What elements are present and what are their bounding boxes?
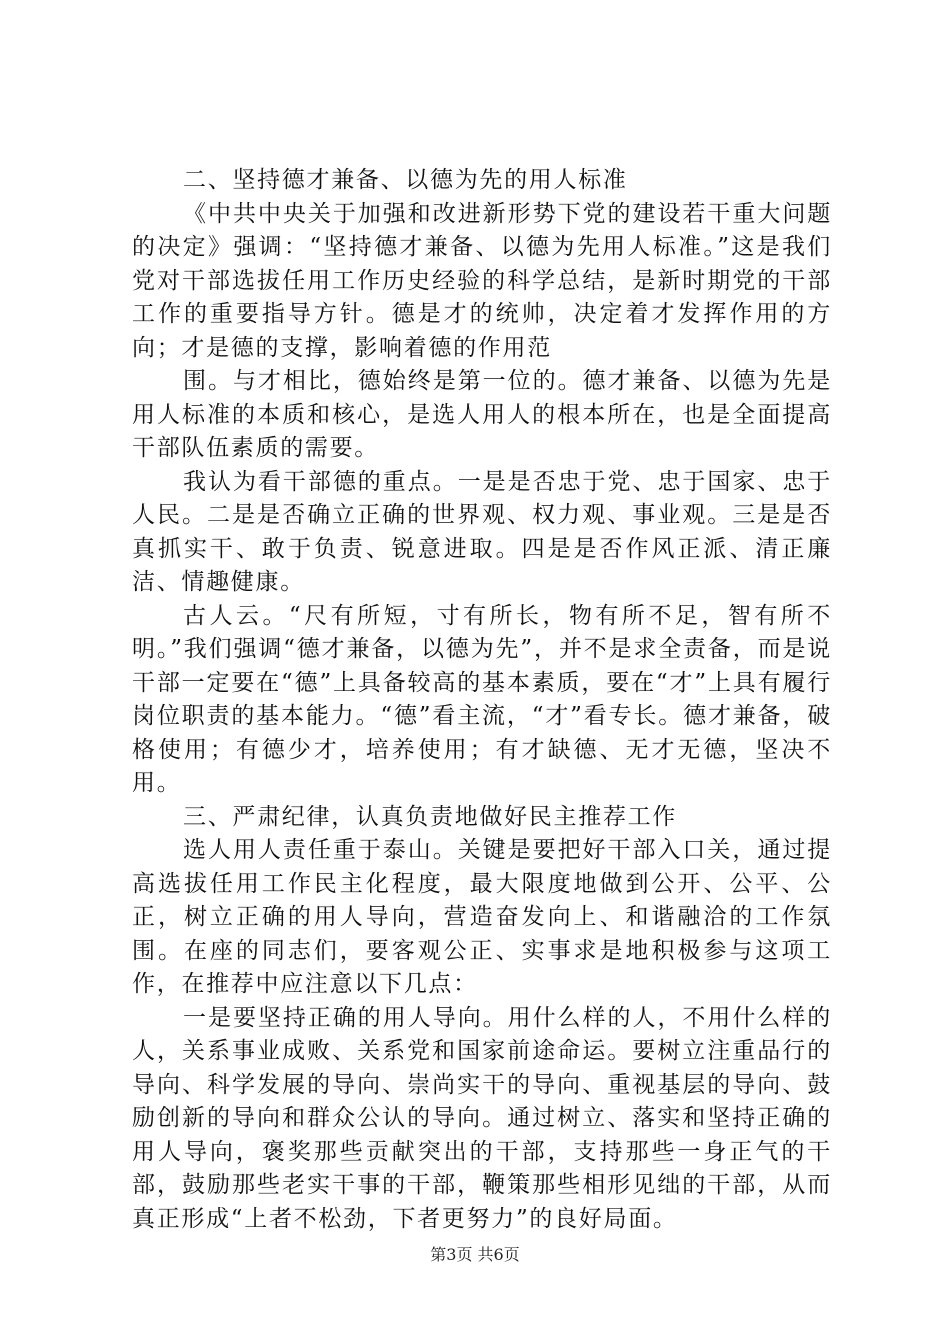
- section-heading-2: 二、坚持德才兼备、以德为先的用人标准: [183, 167, 628, 193]
- paragraph: 选人用人责任重于泰山。关键是要把好干部入口关，通过提高选拔任用工作民主化程度，最大限度地做到公开、公平、公正，树立正确的用人导向，营造奋发向上、和谐融洽的工作氛围。在座的同志们，要客观公正、实事求是地积极参与这项工作，在推荐中应注意以下几点：: [132, 837, 832, 997]
- paragraph: 围。与才相比，德始终是第一位的。德才兼备、以德为先是用人标准的本质和核心，是选人用人的根本所在，也是全面提高干部队伍素质的需要。: [132, 368, 832, 461]
- document-body: [132, 164, 832, 1236]
- paragraph: 一是要坚持正确的用人导向。用什么样的人，不用什么样的人，关系事业成败、关系党和国家前途命运。要树立注重品行的导向、科学发展的导向、崇尚实干的导向、重视基层的导向、鼓励创新的导向和群众公认的导向。通过树立、落实和坚持正确的用人导向，褒奖那些贡献突出的干部，支持那些一身正气的干部，鼓励那些老实干事的干部，鞭策那些相形见绌的干部，从而真正形成“上者不松劲，下者更努力”的良好局面。: [132, 1004, 832, 1232]
- page-number-footer: 第3页 共6页: [430, 1245, 520, 1264]
- paragraph: 《中共中央关于加强和改进新形势下党的建设若干重大问题的决定》强调：“坚持德才兼备、以德为先用人标准。”这是我们党对干部选拔任用工作历史经验的科学总结，是新时期党的干部工作的重要指导方针。德是才的统帅，决定着才发挥作用的方向；才是德的支撑，影响着德的作用范: [132, 200, 832, 361]
- paragraph: 我认为看干部德的重点。一是是否忠于党、忠于国家、忠于人民。二是是否确立正确的世界观、权力观、事业观。三是是否真抓实干、敢于负责、锐意进取。四是是否作风正派、清正廉洁、情趣健康。: [132, 468, 832, 595]
- paragraph: 古人云。“尺有所短，寸有所长，物有所不足，智有所不明。”我们强调“德才兼备，以德为先”，并不是求全责备，而是说干部一定要在“德”上具备较高的基本素质，要在“才”上具有履行岗位职责的基本能力。“德”看主流，“才”看专长。德才兼备，破格使用；有德少才，培养使用；有才缺德、无才无德，坚决不用。: [132, 602, 832, 796]
- section-heading-3: 三、严肃纪律，认真负责地做好民主推荐工作: [183, 803, 677, 830]
